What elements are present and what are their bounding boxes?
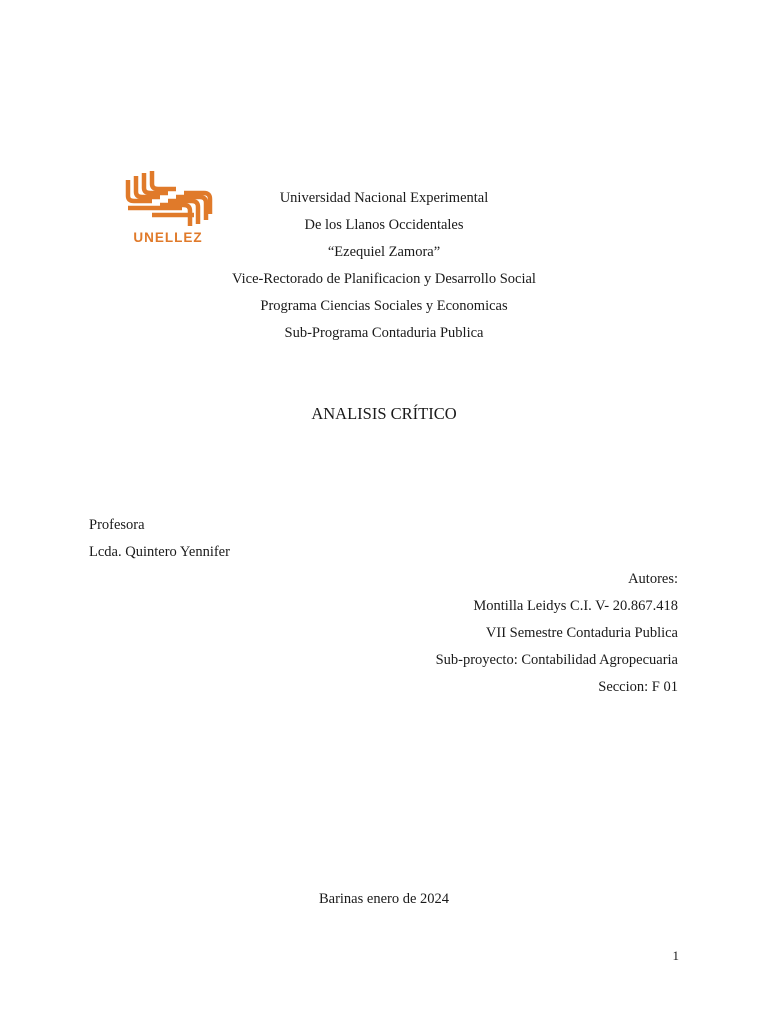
professor-label: Profesora	[89, 517, 145, 533]
authors-block	[436, 568, 678, 703]
institution-header	[0, 187, 768, 349]
author-subproject: Sub-proyecto: Contabilidad Agropecuaria	[435, 652, 678, 668]
header-line: Vice-Rectorado de Planificacion y Desarrollo Social	[232, 271, 536, 287]
header-line: Sub-Programa Contaduria Publica	[284, 325, 484, 341]
document-title: ANALISIS CRÍTICO	[311, 404, 457, 423]
header-line: Programa Ciencias Sociales y Economicas	[260, 298, 508, 314]
author-name: Montilla Leidys C.I. V- 20.867.418	[473, 598, 678, 614]
professor-name: Lcda. Quintero Yennifer	[89, 544, 230, 560]
professor-block	[89, 514, 230, 568]
logo-wordmark: UNELLEZ	[133, 230, 203, 245]
page-number: 1	[672, 948, 679, 963]
author-section: Seccion: F 01	[598, 679, 678, 695]
header-line: Universidad Nacional Experimental	[279, 190, 489, 206]
authors-label: Autores:	[628, 571, 678, 587]
author-semester: VII Semestre Contaduria Publica	[485, 625, 678, 641]
header-line: De los Llanos Occidentales	[304, 217, 464, 233]
place-date: Barinas enero de 2024	[318, 891, 450, 907]
header-line: “Ezequiel Zamora”	[327, 244, 441, 260]
